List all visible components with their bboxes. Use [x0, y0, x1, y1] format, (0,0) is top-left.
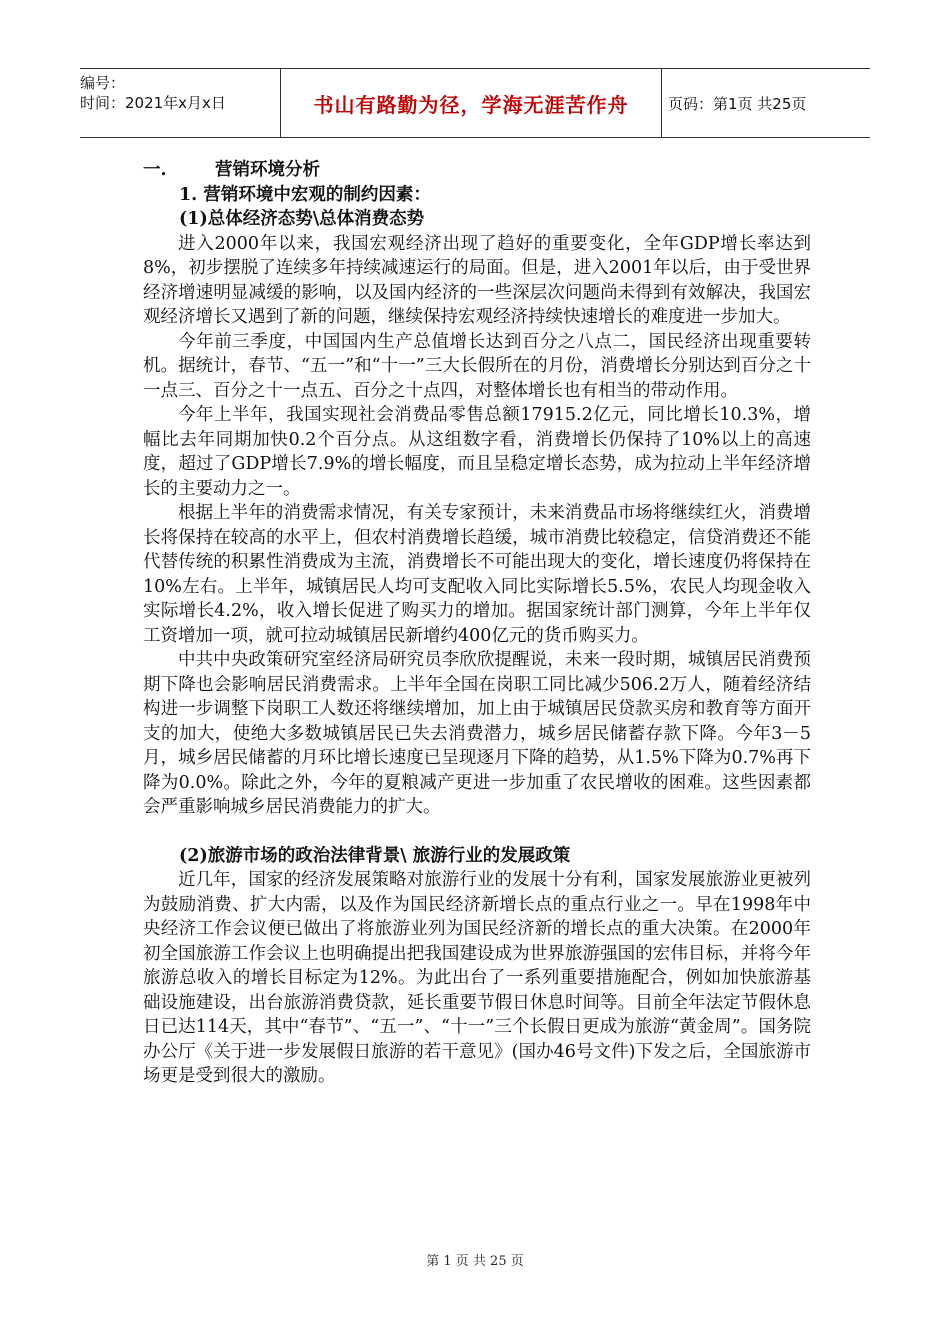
header-meta: [80, 69, 280, 137]
document-number-label: 编号：: [80, 74, 126, 92]
header-motto: 书山有路勤为径，学海无涯苦作舟: [280, 69, 662, 137]
part2-heading: (2)旅游市场的政治法律背景\ 旅游行业的发展政策: [179, 845, 571, 866]
paragraph: 近几年，国家的经济发展策略对旅游行业的发展十分有利，国家发展旅游业更被列为鼓励消费、扩大内需，以及作为国民经济新增长点的重点行业之一。早在1998年中央经济工作会议便已做出了将旅游业列为国民经济新的增长点的重大决策。在2000年初全国旅游工作会议上也明确提出把我国建设成为世界旅游强国的宏伟目标，并将今年旅游总收入的增长目标定为12%。为此出台了一系列重要措施配合，例如加快旅游基础设施建设，出台旅游消费贷款，延长重要节假日休息时间等。目前全年法定节假休息日已达114天，其中“春节”、“五一”、“十一”三个长假日更成为旅游“黄金周”。国务院办公厅《关于进一步发展假日旅游的若干意见》(国办46号文件)下发之后，全国旅游市场更是受到很大的激励。: [143, 870, 811, 1086]
document-date-label: 时间：2021年x月x日: [80, 94, 226, 112]
subsection-heading: 1. 营销环境中宏观的制约因素：: [179, 184, 431, 205]
section-number: 一.: [143, 160, 167, 180]
part1-heading: (1)总体经济态势\总体消费态势: [179, 209, 425, 229]
section-heading: [143, 158, 811, 183]
header-page-info: 页码：第1页 共25页: [668, 94, 807, 113]
paragraph: 今年前三季度，中国国内生产总值增长达到百分之八点二，国民经济出现重要转机。据统计，春节、“五一”和“十一”三大长假所在的月份，消费增长分别达到百分之十一点三、百分之十一点五、百分之十点四，对整体增长也有相当的带动作用。: [143, 331, 811, 401]
page-footer: 第 1 页 共 25 页: [426, 1254, 524, 1269]
section-spacer: [143, 820, 811, 844]
paragraph: 进入2000年以来，我国宏观经济出现了趋好的重要变化，全年GDP增长率达到8%，初步摆脱了连续多年持续减速运行的局面。但是，进入2001年以后，由于受世界经济增速明显减缓的影响，以及国内经济的一些深层次问题尚未得到有效解决，我国宏观经济增长又遇到了新的问题，继续保持宏观经济持续快速增长的难度进一步加大。: [143, 233, 811, 327]
paragraph: 今年上半年，我国实现社会消费品零售总额17915.2亿元，同比增长10.3%，增幅比去年同期加快0.2个百分点。从这组数字看，消费增长仍保持了10%以上的高速度，超过了GDP增长7.9%的增长幅度，而且呈稳定增长态势，成为拉动上半年经济增长的主要动力之一。: [143, 405, 811, 499]
page-header: [80, 68, 870, 138]
section-title: 营销环境分析: [215, 160, 320, 180]
document-body: [143, 158, 811, 1089]
paragraph: 中共中央政策研究室经济局研究员李欣欣提醒说，未来一段时期，城镇居民消费预期下降也会影响居民消费需求。上半年全国在岗职工同比减少506.2万人，随着经济结构进一步调整下岗职工人数还将继续增加，加上由于城镇居民贷款买房和教育等方面开支的加大，使绝大多数城镇居民已失去消费潜力，城乡居民储蓄存款下降。今年3－5月，城乡居民储蓄的月环比增长速度已呈现逐月下降的趋势，从1.5%下降为0.7%再下降为0.0%。除此之外，今年的夏粮减产更进一步加重了农民增收的困难。这些因素都会严重影响城乡居民消费能力的扩大。: [143, 650, 811, 817]
paragraph: 根据上半年的消费需求情况，有关专家预计，未来消费品市场将继续红火，消费增长将保持在较高的水平上，但农村消费增长趋缓，城市消费比较稳定，信贷消费还不能代替传统的积累性消费成为主流，消费增长不可能出现大的变化，增长速度仍将保持在10%左右。上半年，城镇居民人均可支配收入同比实际增长5.5%，农民人均现金收入实际增长4.2%，收入增长促进了购买力的增加。据国家统计部门测算，今年上半年仅工资增加一项，就可拉动城镇居民新增约400亿元的货币购买力。: [143, 503, 811, 646]
